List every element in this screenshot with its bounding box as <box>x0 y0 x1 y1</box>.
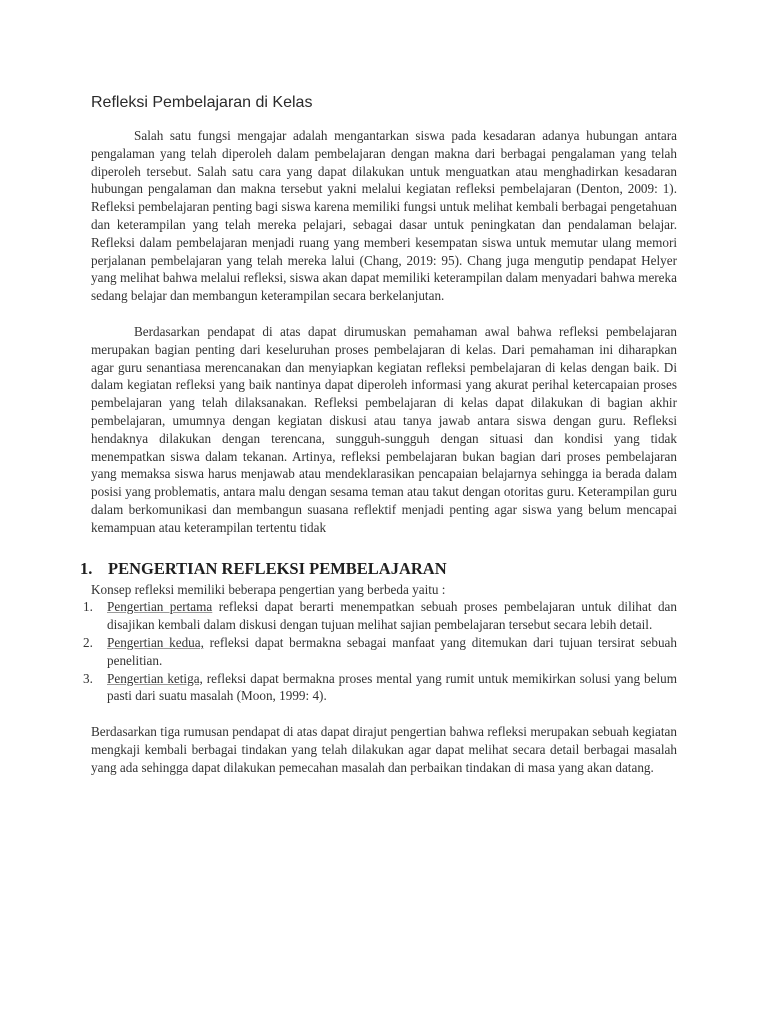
list-marker: 1. <box>83 599 93 615</box>
list-item <box>83 634 677 670</box>
definition-text: refleksi dapat bermakna proses mental yang rumit untuk memikirkan solusi yang belum pasti dari suatu masalah (Moon, 1999: 4). <box>107 670 677 704</box>
definition-term: Pengertian kedua, <box>107 634 204 650</box>
paragraph-spacer <box>91 305 677 323</box>
list-marker: 2. <box>83 634 93 650</box>
section-title: PENGERTIAN REFLEKSI PEMBELAJARAN <box>108 558 447 578</box>
paragraph-2: Berdasarkan pendapat di atas dapat dirumuskan pemahaman awal bahwa refleksi pembelajaran merupakan bagian penting dari keseluruhan proses pembelajaran di kelas. Dari pemahaman ini diharapkan agar guru senantiasa merencanakan dan menyiapkan kegiatan refleksi pembelajaran di kelas dengan baik. Di dalam kegiatan refleksi yang baik nantinya dapat diperoleh informasi yang akurat perihal ketercapaian proses pembelajaran yang telah dilaksanakan. Refleksi pembelajaran di kelas dapat dilakukan di bagian akhir pembelajaran, umumnya dengan kegiatan diskusi atau tanya jawab antara siswa dengan guru. Refleksi hendaknya dilakukan dengan terencana, sungguh-sungguh dengan situasi dan kondisi yang tidak menempatkan siswa dalam tekanan. Artinya, refleksi pembelajaran bukan bagian dari proses pembelajaran yang memaksa siswa harus menjawab atau mendeklarasikan pencapaian belajarnya sehingga ia berada dalam posisi yang problematis, antara malu dengan sesama teman atau takut dengan otoritas guru. Keterampilan guru dalam berkomunikasi dan membangun suasana reflektif menjadi penting agar siswa yang belum mencapai kemampuan atau keterampilan tertentu tidak <box>91 323 677 535</box>
document-page <box>80 93 677 777</box>
document-title: Refleksi Pembelajaran di Kelas <box>91 94 313 111</box>
closing-paragraph: Berdasarkan tiga rumusan pendapat di atas dapat dirajut pengertian bahwa refleksi merupakan sebuah kegiatan mengkaji kembali berbagai tindakan yang telah dilakukan agar dapat melihat secara detail berbagai masalah yang ada sehingga dapat dilakukan pemecahan masalah dan perbaikan tindakan di masa yang akan datang. <box>91 724 677 775</box>
definition-text: refleksi dapat berarti menempatkan sebuah proses pembelajaran untuk dilihat dan disajikan kembali dalam diskusi dengan tujuan melihat sajian pembelajaran tersebut secara lebih detail. <box>107 599 677 633</box>
definition-term: Pengertian ketiga, <box>107 670 203 686</box>
list-item <box>83 598 677 634</box>
definition-text: refleksi dapat bermakna sebagai manfaat yang ditemukan dari tujuan tersirat sebuah penelitian. <box>107 634 677 668</box>
list-item <box>83 670 677 706</box>
definition-term: Pengertian pertama <box>107 599 213 615</box>
section-intro: Konsep refleksi memiliki beberapa pengertian yang berbeda yaitu : <box>91 581 446 597</box>
list-marker: 3. <box>83 670 93 686</box>
paragraph-1: Salah satu fungsi mengajar adalah mengantarkan siswa pada kesadaran adanya hubungan antara pengalaman yang telah diperoleh dalam pembelajaran dengan makna dari berbagai pengalaman yang telah diperoleh tersebut. Salah satu cara yang dapat dilakukan untuk menguatkan atau menghadirkan kesadaran hubungan pengalaman dan makna tersebut yakni melalui kegiatan refleksi pembelajaran (Denton, 2009: 1). Refleksi pembelajaran penting bagi siswa karena memiliki fungsi untuk melihat kembali berbagai pengetahuan dan keterampilan yang telah mereka pelajari, sebagai dasar untuk peningkatan dan pendalaman belajar. Refleksi dalam pembelajaran menjadi ruang yang memberi kesempatan siswa untuk memutar ulang memori perjalanan pembelajaran yang telah mereka lalui (Chang, 2019: 95). Chang juga mengutip pendapat Helyer yang melihat bahwa melalui refleksi, siswa akan dapat memiliki keterampilan dalam menyadari bahwa mereka sedang belajar dan membangun keterampilan secara berkelanjutan. <box>91 128 677 304</box>
definition-list <box>83 598 677 705</box>
section-number: 1. <box>80 558 93 578</box>
section-heading <box>80 559 677 579</box>
